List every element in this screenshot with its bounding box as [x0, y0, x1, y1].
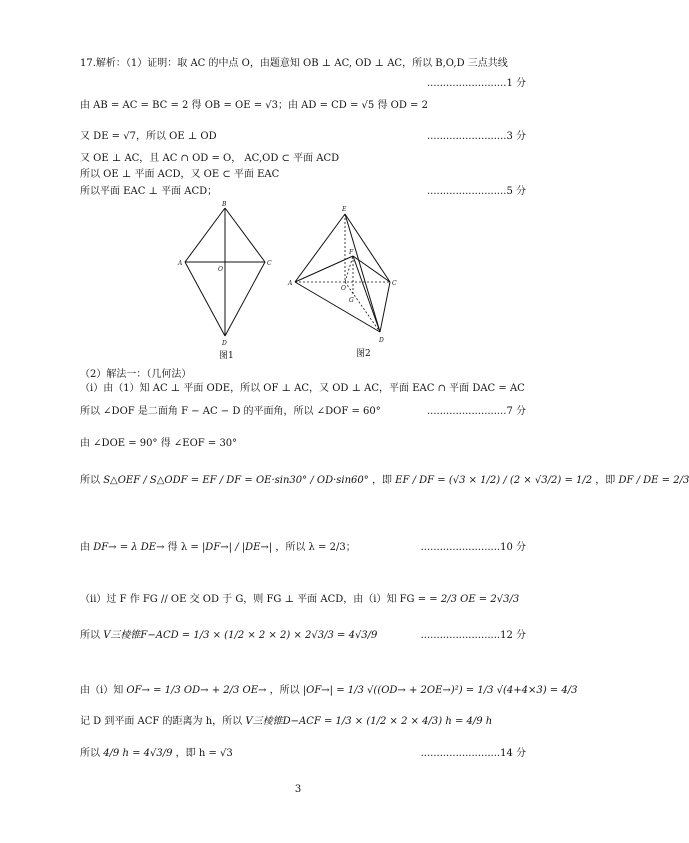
score-3: .........................5 分 — [426, 186, 526, 197]
score-5: .........................10 分 — [420, 542, 526, 553]
page-number: 3 — [294, 784, 302, 795]
line-heading-proof: 17.解析：（1）证明：取 AC 的中点 O，由题意知 OB ⊥ AC, OD ⊥ AC，所以 B,O,D 三点共线 — [80, 58, 508, 69]
edge-of-dashed — [345, 256, 353, 282]
score-4: .........................7 分 — [426, 406, 526, 417]
formula-of-length: |OF→| = 1/3 √((OD→ + 2OE→)²) = 1/3 √(4+4×3) = 4/3 — [302, 685, 578, 696]
text-suoyi: 所以 — [80, 475, 100, 486]
line-dihedral: 所以 ∠DOF 是二面角 F − AC − D 的平面角，所以 ∠DOF = 60° — [80, 406, 381, 417]
line-oe-plane: 所以 OE ⊥ 平面 ACD，又 OE ⊂ 平面 EAC — [80, 169, 280, 180]
formula-fg: = 2/3 OE = 2√3/3 — [429, 594, 520, 605]
figure-2-caption: 图2 — [356, 349, 371, 359]
text-fg: （ii）过 F 作 FG // OE 交 OD 于 G，则 FG ⊥ 平面 ACD，由（i）知 FG = — [80, 594, 427, 605]
figure-1-rhombus — [175, 200, 275, 350]
text-suoyi-v: 所以 — [80, 630, 100, 641]
line-part-i: （i）由（1）知 AC ⊥ 平面 ODE，所以 OF ⊥ AC，又 OD ⊥ AC，平面 EAC ∩ 平面 DAC = AC — [80, 383, 525, 394]
line-area-ratio — [80, 474, 689, 487]
label-o: O — [218, 266, 223, 273]
label-g: G — [349, 297, 354, 304]
line-angle: 由 ∠DOE = 90° 得 ∠EOF = 30° — [80, 438, 238, 449]
edge-ad — [185, 262, 225, 336]
line-h-result — [80, 747, 233, 760]
edge-ea — [295, 214, 345, 282]
line-perpendicular: 又 DE = √7，所以 OE ⊥ OD — [80, 131, 217, 142]
score-6: .........................12 分 — [420, 630, 526, 641]
edge-af — [295, 256, 353, 282]
edge-od-dashed — [345, 282, 380, 332]
edge-fd — [353, 256, 380, 332]
edge-ba — [185, 208, 225, 262]
formula-of-vector: OF→ = 1/3 OD→ + 2/3 OE→ — [126, 685, 267, 696]
label-e: E — [342, 206, 347, 213]
text-suoyi-of: ，所以 — [269, 685, 300, 696]
label-c: C — [392, 280, 397, 287]
figure-1-caption: 图1 — [219, 351, 234, 361]
line-lambda — [80, 541, 356, 554]
formula-volume-f: V三棱锥F−ACD = 1/3 × (1/2 × 2 × 2) × 2√3/3 = 4√3/9 — [103, 630, 378, 641]
edge-cd — [225, 262, 265, 336]
line-intersection: 又 OE ⊥ AC，且 AC ∩ OD = O， AC,OD ⊂ 平面 ACD — [80, 153, 340, 164]
line-lengths: 由 AB = AC = BC = 2 得 OB = OE = √3；由 AD = CD = √5 得 OD = 2 — [80, 100, 428, 111]
label-b: B — [222, 201, 227, 208]
text-ji-2: ，即 — [595, 475, 616, 486]
text-suoyi-h: 所以 — [80, 748, 100, 759]
label-d: D — [379, 337, 384, 344]
label-a: A — [178, 260, 183, 267]
line-plane-perp: 所以平面 EAC ⊥ 平面 ACD； — [80, 186, 218, 197]
line-of-length — [80, 684, 577, 697]
formula-vector-df: DF→ = λ DE→ — [93, 542, 165, 553]
text-lambda-value: ，所以 λ = 2/3； — [275, 542, 356, 553]
text-ji-1: ，即 — [371, 475, 392, 486]
edge-ec — [345, 214, 390, 282]
line-distance-h — [80, 715, 492, 728]
line-part-ii — [80, 593, 519, 606]
text-you: 由 — [80, 542, 90, 553]
formula-lambda-ratio: |DF→| / |DE→| — [201, 542, 273, 553]
label-d: D — [222, 340, 227, 347]
edge-bc — [225, 208, 265, 262]
formula-h-eq: 4/9 h = 4√3/9 — [103, 748, 173, 759]
score-7: .........................14 分 — [420, 748, 526, 759]
text-distance: 记 D 到平面 ACF 的距离为 h，所以 — [80, 716, 243, 727]
score-2: .........................3 分 — [426, 131, 526, 142]
score-1: .........................1 分 — [426, 78, 526, 89]
text-h-value: ，即 h = √3 — [175, 748, 233, 759]
formula-volume-d: V三棱锥D−ACF = 1/3 × (1/2 × 2 × 4/3) h = 4/9 h — [245, 716, 493, 727]
label-c: C — [267, 260, 272, 267]
formula-area-ratio: S△OEF / S△ODF = EF / DF = OE·sin30° / OD·sin60° — [103, 475, 369, 486]
label-f: F — [349, 249, 354, 256]
line-volume-f — [80, 629, 377, 642]
text-you-i: 由（i）知 — [80, 685, 124, 696]
edge-cd — [380, 282, 390, 332]
label-a: A — [288, 280, 293, 287]
formula-ef-df: EF / DF = (√3 × 1/2) / (2 × √3/2) = 1/2 — [395, 475, 593, 486]
formula-df-de: DF / DE = 2/3 — [618, 475, 689, 486]
text-de-lambda: 得 λ = — [167, 542, 199, 553]
edge-cf — [353, 256, 390, 282]
label-o: O — [341, 285, 346, 292]
line-method-title: （2）解法一：（几何法） — [80, 369, 192, 380]
figure-2-pyramid — [285, 200, 405, 350]
